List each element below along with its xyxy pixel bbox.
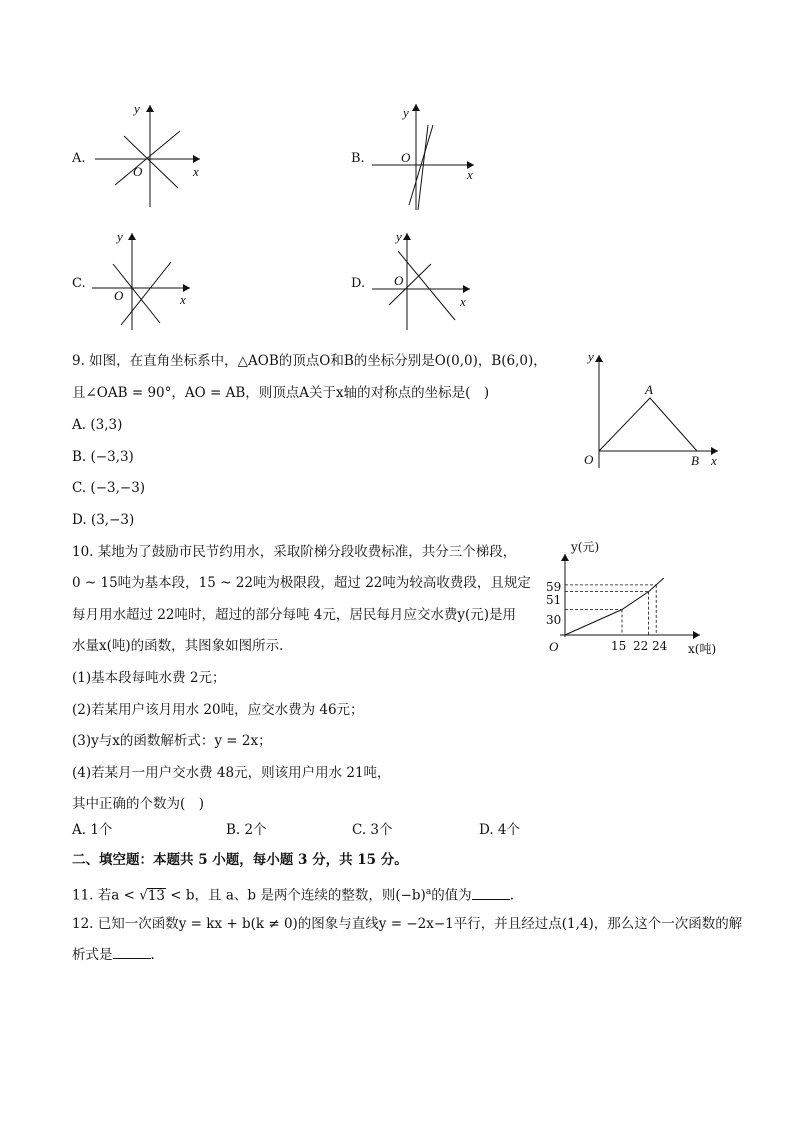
q9-option-c[interactable]: C. (−3,−3): [72, 480, 146, 496]
q12-period: .: [150, 947, 155, 963]
chart-x-tick-22: 22: [633, 639, 649, 653]
q10-statement-4: (4)若某月一用户交水费 48元，则该用户用水 21吨，: [72, 765, 391, 781]
q11-exponent: a: [425, 887, 432, 897]
q9-origin-label: O: [584, 452, 594, 467]
chart-x-arrow: [693, 631, 700, 639]
chart-y-tick-51: 51: [546, 593, 562, 607]
chart-x-tick-24: 24: [652, 639, 668, 653]
q11-answer-blank[interactable]: [472, 887, 510, 900]
q9-y-label: y: [588, 349, 594, 364]
q10-text-line4: 水量x(吨)的函数，其图象如图所示.: [72, 638, 284, 654]
option-letter: C.: [72, 276, 86, 291]
x-axis-label: x: [180, 292, 186, 307]
q9-point-a-label: A: [645, 382, 653, 397]
chart-series-line: [565, 578, 664, 635]
sqrt-sign: √: [139, 887, 148, 904]
q11-prefix: 11. 若a <: [72, 887, 140, 904]
q10-statement-3: (3)y与x的函数解析式：y = 2x；: [72, 733, 272, 749]
origin-label: O: [394, 273, 404, 288]
option-letter: D.: [351, 276, 366, 291]
section-2-heading: 二、填空题：本题共 5 小题，每小题 3 分，共 15 分。: [72, 852, 408, 868]
chart-y-tick-59: 59: [546, 580, 562, 594]
x-axis-label: x: [467, 167, 473, 182]
q10-text-line1: 10. 某地为了鼓励市民节约用水，采取阶梯分段收费标准，共分三个梯段，: [72, 544, 517, 560]
q9-option-d[interactable]: D. (3,−3): [72, 512, 135, 528]
q9-text-line1: 9. 如图，在直角坐标系中，△AOB的顶点O和B的坐标分别是O(0,0)，B(6,0)，: [72, 353, 547, 369]
y-axis-label: y: [134, 101, 140, 116]
q9-option-b[interactable]: B. (−3,3): [72, 449, 134, 465]
q12-text-line1: 12. 已知一次函数y = kx + b(k ≠ 0)的图象与直线y = −2x−1平行，并且经过点(1,4)，那么这个一次函数的解: [72, 916, 743, 932]
q10-option-c[interactable]: C. 3个: [352, 822, 393, 838]
q12-line2-text: 析式是: [72, 947, 113, 963]
y-axis-label: y: [403, 105, 409, 120]
q11-end: 的值为: [431, 887, 472, 904]
q9-text-line2: 且∠OAB = 90°，AO = AB，则顶点A关于x轴的对称点的坐标是( ): [72, 385, 490, 401]
q11-suffix: < b，且 a、b 是两个连续的整数，则(−b): [166, 887, 426, 904]
x-axis-label: x: [460, 294, 466, 309]
q9-point-b-label: B: [691, 453, 699, 468]
origin-label: O: [114, 288, 124, 303]
q10-option-b[interactable]: B. 2个: [226, 822, 267, 838]
chart-y-tick-30: 30: [546, 613, 562, 627]
chart-x-title: x(吨): [688, 642, 717, 656]
y-axis-label: y: [117, 229, 123, 244]
q12-answer-blank[interactable]: [113, 946, 151, 959]
q10-option-d[interactable]: D. 4个: [479, 822, 521, 838]
q9-option-a[interactable]: A. (3,3): [72, 417, 123, 433]
q11-radicand: 13: [147, 887, 166, 904]
q10-statement-1: (1)基本段每吨水费 2元；: [72, 670, 226, 686]
chart-x-tick-15: 15: [611, 639, 627, 653]
q10-question: 其中正确的个数为( ): [72, 796, 205, 812]
y-axis-label: y: [396, 229, 402, 244]
q9-x-label: x: [711, 453, 717, 468]
q11-period: .: [509, 887, 514, 904]
q12-text-line2: [72, 946, 155, 964]
chart-origin-label: O: [549, 639, 559, 654]
q10-text-line3: 每月用水超过 22吨时，超过的部分每吨 4元，居民每月应交水费y(元)是用: [72, 607, 517, 623]
q10-text-line2: 0 ~ 15吨为基本段，15 ~ 22吨为极限段，超过 22吨为较高收费段，且规定: [72, 575, 531, 591]
x-axis-label: x: [193, 164, 199, 179]
chart-y-arrow: [561, 554, 569, 561]
q10-statement-2: (2)若某用户该月用水 20吨，应交水费为 46元；: [72, 702, 364, 718]
origin-label: O: [133, 164, 143, 179]
question-11: [72, 883, 514, 905]
option-letter: B.: [351, 151, 365, 166]
origin-label: O: [401, 150, 411, 165]
chart-y-title: y(元): [571, 540, 600, 554]
q10-option-a[interactable]: A. 1个: [72, 822, 113, 838]
option-letter: A.: [72, 151, 86, 166]
